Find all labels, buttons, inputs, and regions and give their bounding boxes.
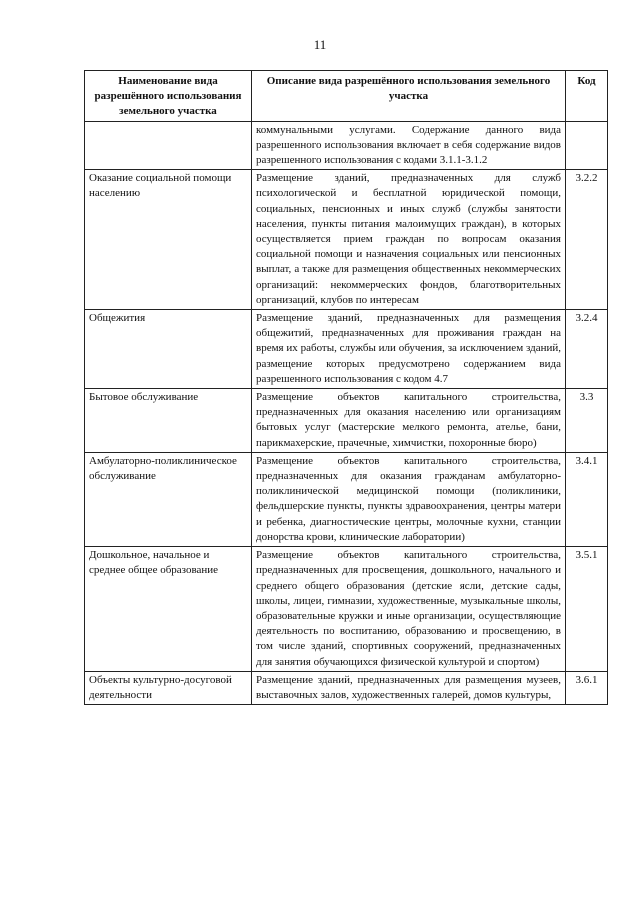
row-code: 3.4.1 <box>566 452 608 546</box>
table-row <box>85 547 608 672</box>
header-name: Наименование вида разрешённого использования земельного участка <box>85 71 252 122</box>
row-code: 3.3 <box>566 389 608 453</box>
table-row <box>85 310 608 389</box>
table-row <box>85 121 608 170</box>
header-code: Код <box>566 71 608 122</box>
row-name: Объекты культурно-досуговой деятельности <box>85 671 252 704</box>
table-row <box>85 389 608 453</box>
row-name: Общежития <box>85 310 252 389</box>
page-number: 11 <box>313 37 327 52</box>
row-description: Размещение зданий, предназначенных для размещения музеев, выставочных залов, художественных галерей, домов культуры, <box>252 671 566 704</box>
row-description: Размещение объектов капитального строительства, предназначенных для оказания населению или организациям бытовых услуг (мастерские мелкого ремонта, ателье, бани, парикмахерские, прачечные, химчистки, похоронные бюро) <box>252 389 566 453</box>
row-name: Дошкольное, начальное и среднее общее образование <box>85 547 252 672</box>
row-name: Амбулаторно-поликлиническое обслуживание <box>85 452 252 546</box>
table-row <box>85 671 608 704</box>
row-description: Размещение объектов капитального строительства, предназначенных для оказания гражданам амбулаторно-поликлинической медицинской помощи (поликлиники, фельдшерские пункты, пункты здравоохранения, центры матери и ребенка, диагностические центры, молочные кухни, станции донорства крови, клинические лаборатории) <box>252 452 566 546</box>
land-use-table <box>84 70 608 705</box>
row-code: 3.2.4 <box>566 310 608 389</box>
row-description: Размещение зданий, предназначенных для служб психологической и бесплатной юридической помощи, социальных, пенсионных и иных служб (службы занятости населения, пункты питания малоимущих граждан), в которых осуществляется прием граждан по вопросам оказания социальной помощи и назначения социальных или пенсионных выплат, а также для размещения общественных некоммерческих организаций: некоммерческих фондов, благотворительных организаций, клубов по интересам <box>252 170 566 310</box>
table-row <box>85 452 608 546</box>
row-description: Размещение зданий, предназначенных для размещения общежитий, предназначенных для проживания граждан на время их работы, службы или обучения, за исключением зданий, размещение которых предусмотрено содержанием вида разрешенного использования с кодом 4.7 <box>252 310 566 389</box>
table-row <box>85 170 608 310</box>
row-code: 3.2.2 <box>566 170 608 310</box>
row-code <box>566 121 608 170</box>
table-header-row <box>85 71 608 122</box>
row-name <box>85 121 252 170</box>
header-description: Описание вида разрешённого использования земельного участка <box>252 71 566 122</box>
row-name: Оказание социальной помощи населению <box>85 170 252 310</box>
row-name: Бытовое обслуживание <box>85 389 252 453</box>
row-code: 3.5.1 <box>566 547 608 672</box>
row-code: 3.6.1 <box>566 671 608 704</box>
row-description: Размещение объектов капитального строительства, предназначенных для просвещения, дошкольного, начального и среднего общего образования (детские ясли, детские сады, школы, лицеи, гимназии, художественные, музыкальные школы, образовательные кружки и иные организации, осуществляющие деятельность по воспитанию, образованию и просвещению, в том числе зданий, спортивных сооружений, предназначенных для занятия обучающихся физической культурой и спортом) <box>252 547 566 672</box>
row-description: коммунальными услугами. Содержание данного вида разрешенного использования включает в себя содержание видов разрешенного использования с кодами 3.1.1-3.1.2 <box>252 121 566 170</box>
